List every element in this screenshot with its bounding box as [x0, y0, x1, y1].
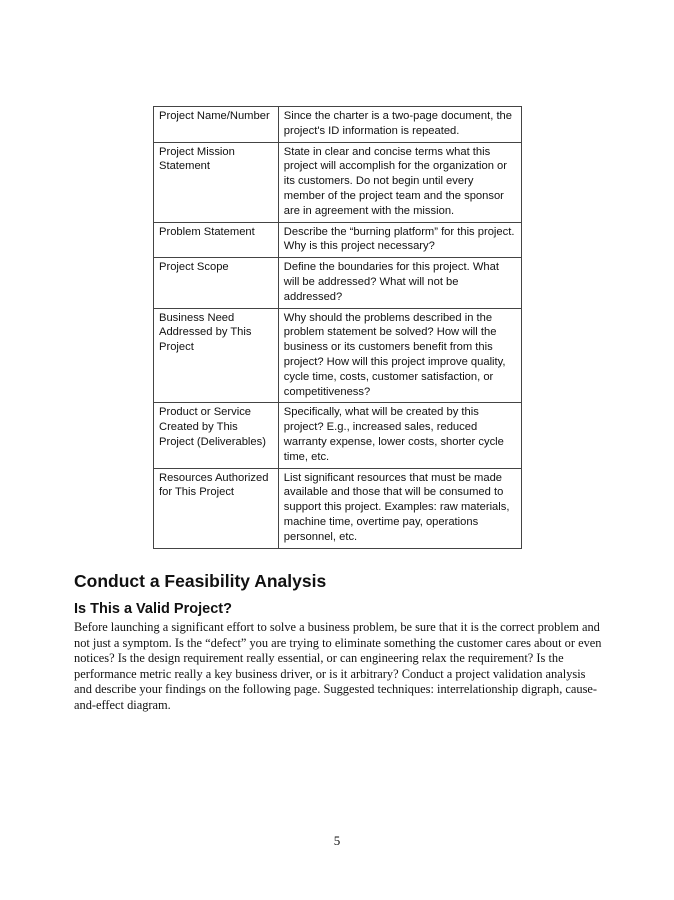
table-row: [154, 403, 522, 468]
row-label: Business Need Addressed by This Project: [154, 308, 279, 403]
table-row: [154, 107, 522, 143]
row-description: State in clear and concise terms what this project will accomplish for the organization or its customers. Do not begin until every member of the project team and the sponsor are in agreement with the mission.: [278, 142, 521, 222]
row-label: Problem Statement: [154, 222, 279, 258]
row-label: Project Mission Statement: [154, 142, 279, 222]
page-number: 5: [333, 833, 341, 848]
charter-table-container: [153, 106, 522, 549]
charter-table: [153, 106, 522, 549]
section-subheading: Is This a Valid Project?: [74, 601, 232, 617]
row-description: List significant resources that must be made available and those that will be consumed to support this project. Examples: raw materials, machine time, overtime pay, operations personnel, etc.: [278, 468, 521, 548]
row-label: Project Name/Number: [154, 107, 279, 143]
row-label: Product or Service Created by This Project (Deliverables): [154, 403, 279, 468]
row-description: Why should the problems described in the problem statement be solved? How will the business or its customers benefit from this project? How will this project improve quality, cycle time, costs, customer satisfaction, or competitiveness?: [278, 308, 521, 403]
table-row: [154, 142, 522, 222]
row-description: Define the boundaries for this project. What will be addressed? What will not be addressed?: [278, 258, 521, 308]
row-description: Since the charter is a two-page document, the project's ID information is repeated.: [278, 107, 521, 143]
table-row: [154, 222, 522, 258]
section-heading: Conduct a Feasibility Analysis: [74, 571, 327, 591]
row-label: Project Scope: [154, 258, 279, 308]
body-paragraph: Before launching a significant effort to solve a business problem, be sure that it is the correct problem and not just a symptom. Is the “defect” you are trying to eliminate something the customer cares about or even notices? Is the design requirement really essential, or can engineering relax the requirement? Is the performance metric really a key business driver, or is it arbitrary? Conduct a project validation analysis and describe your findings on the following page. Suggested techniques: interrelationship digraph, cause-and-effect diagram.: [74, 620, 602, 712]
table-row: [154, 468, 522, 548]
row-label: Resources Authorized for This Project: [154, 468, 279, 548]
row-description: Describe the “burning platform” for this project. Why is this project necessary?: [278, 222, 521, 258]
table-row: [154, 308, 522, 403]
table-row: [154, 258, 522, 308]
row-description: Specifically, what will be created by this project? E.g., increased sales, reduced warranty expense, lower costs, shorter cycle time, etc.: [278, 403, 521, 468]
